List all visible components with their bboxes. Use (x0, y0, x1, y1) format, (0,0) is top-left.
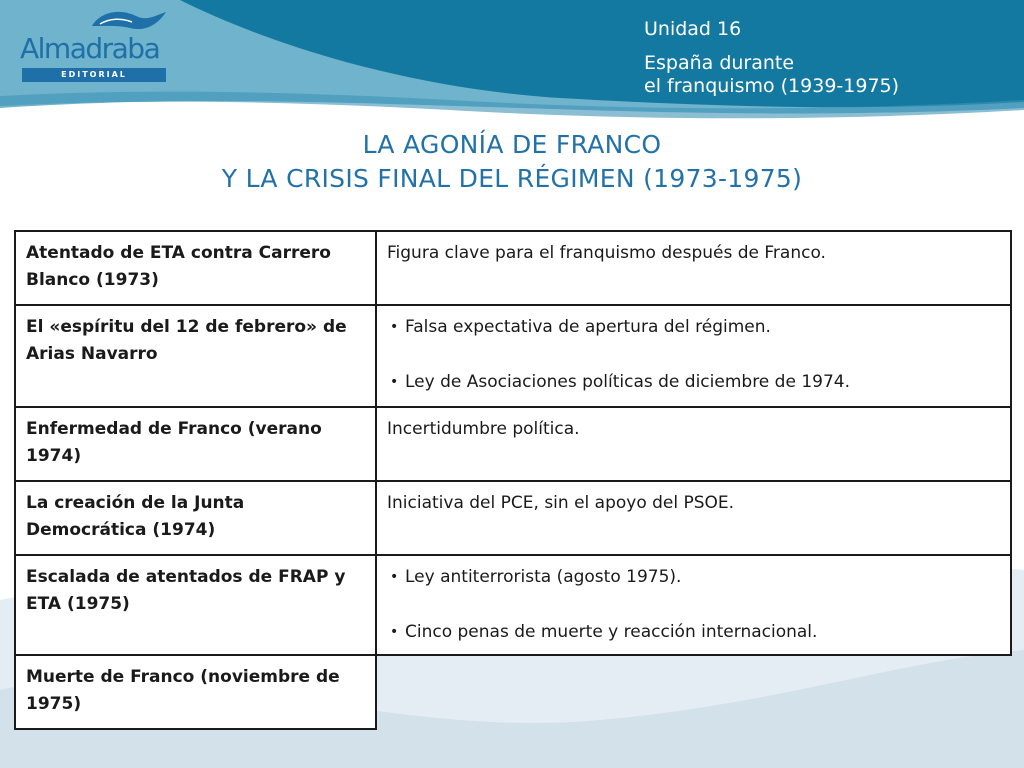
event-cell: Atentado de ETA contra Carrero Blanco (1973) (15, 231, 376, 305)
bullet-list (387, 314, 1000, 396)
empty-cell (376, 655, 1011, 729)
unit-label: Unidad 16 (644, 18, 742, 40)
event-cell: Escalada de atentados de FRAP y ETA (1975) (15, 555, 376, 655)
bullet-list (387, 564, 1000, 646)
description-cell: Iniciativa del PCE, sin el apoyo del PSOE. (376, 481, 1011, 555)
description-cell (376, 305, 1011, 407)
event-cell: Enfermedad de Franco (verano 1974) (15, 407, 376, 481)
bullet-item: • Falsa expectativa de apertura del régimen. (387, 314, 1000, 341)
event-cell: El «espíritu del 12 de febrero» de Arias Navarro (15, 305, 376, 407)
description-cell: Incertidumbre política. (376, 407, 1011, 481)
table-row (15, 407, 1011, 481)
logo-name: Almadraba (20, 32, 160, 65)
page-title (0, 128, 1024, 196)
description-cell: Figura clave para el franquismo después de Franco. (376, 231, 1011, 305)
table-row (15, 555, 1011, 655)
logo-subtitle: EDITORIAL (22, 68, 166, 82)
table-row (15, 305, 1011, 407)
table-row (15, 481, 1011, 555)
bullet-item: • Ley de Asociaciones políticas de diciembre de 1974. (387, 369, 1000, 396)
event-cell: Muerte de Franco (noviembre de 1975) (15, 655, 376, 729)
publisher-logo (20, 6, 170, 80)
unit-subtitle: el franquismo (1939-1975) (644, 75, 900, 97)
table-row (15, 655, 1011, 729)
page-title-line-2: Y LA CRISIS FINAL DEL RÉGIMEN (1973-1975) (221, 164, 803, 193)
unit-info (644, 18, 899, 98)
bullet-item: • Cinco penas de muerte y reacción internacional. (387, 619, 1000, 646)
bullet-item: • Ley antiterrorista (agosto 1975). (387, 564, 1000, 591)
description-cell (376, 555, 1011, 655)
events-table (14, 230, 1012, 730)
unit-title: España durante (644, 52, 795, 74)
page-title-line-1: LA AGONÍA DE FRANCO (362, 130, 662, 159)
event-cell: La creación de la Junta Democrática (1974) (15, 481, 376, 555)
table-row (15, 231, 1011, 305)
